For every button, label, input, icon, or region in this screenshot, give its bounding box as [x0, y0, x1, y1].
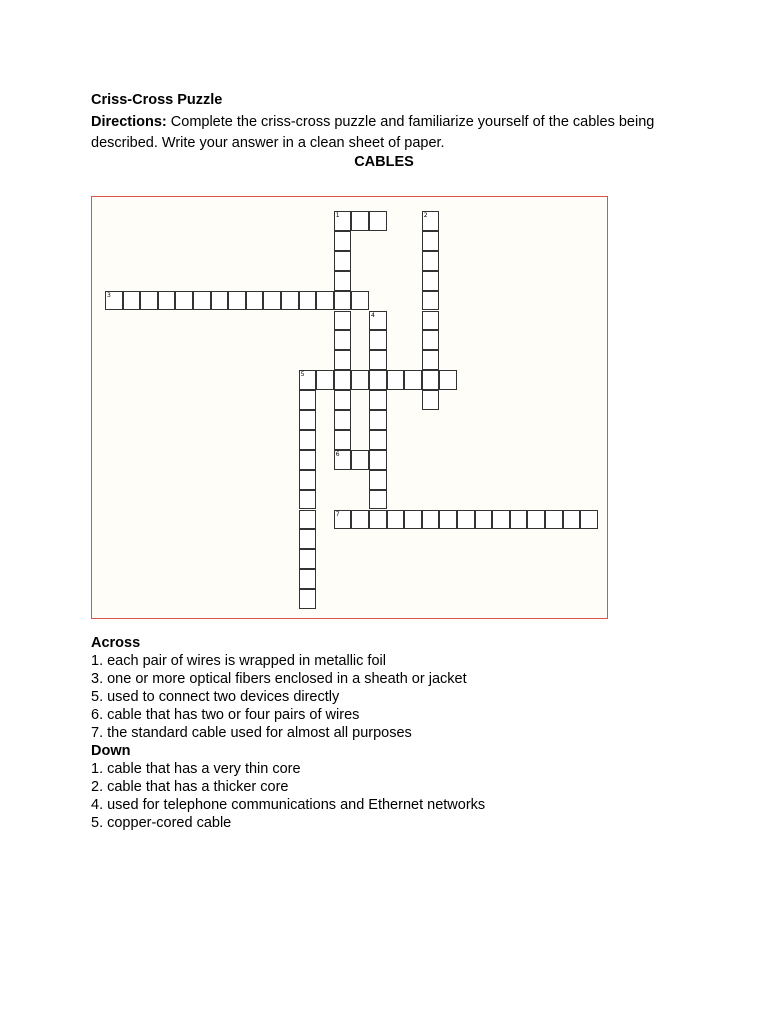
clues-section: [91, 634, 485, 832]
crossword-cell[interactable]: [422, 311, 440, 331]
crossword-cell[interactable]: [281, 291, 299, 311]
crossword-cell[interactable]: [175, 291, 193, 311]
crossword-cell[interactable]: [387, 370, 405, 390]
across-heading: Across: [91, 635, 141, 651]
crossword-cell[interactable]: [299, 291, 317, 311]
crossword-cell[interactable]: [492, 510, 510, 530]
crossword-cell[interactable]: [334, 231, 352, 251]
puzzle-subtitle: CABLES: [354, 154, 414, 170]
crossword-cell[interactable]: [404, 370, 422, 390]
crossword-cell[interactable]: [369, 470, 387, 490]
crossword-cell[interactable]: [334, 510, 352, 530]
clue-number: 6: [335, 450, 340, 458]
crossword-cell[interactable]: [211, 291, 229, 311]
across-clue: 3. one or more optical fibers enclosed in a sheath or jacket: [91, 671, 467, 687]
crossword-cell[interactable]: [105, 291, 123, 311]
crossword-cell[interactable]: [404, 510, 422, 530]
crossword-cell[interactable]: [351, 450, 369, 470]
crossword-cell[interactable]: [299, 370, 317, 390]
crossword-cell[interactable]: [422, 291, 440, 311]
crossword-cell[interactable]: [299, 410, 317, 430]
crossword-cell[interactable]: [563, 510, 581, 530]
crossword-cell[interactable]: [246, 291, 264, 311]
crossword-cell[interactable]: [369, 510, 387, 530]
crossword-cell[interactable]: [457, 510, 475, 530]
clue-number: 2: [423, 212, 428, 219]
crossword-cell[interactable]: [422, 251, 440, 271]
crossword-cell[interactable]: [422, 370, 440, 390]
crossword-cell[interactable]: [316, 370, 334, 390]
crossword-cell[interactable]: [351, 211, 369, 231]
crossword-cell[interactable]: [299, 549, 317, 569]
crossword-cell[interactable]: [334, 271, 352, 291]
crossword-cell[interactable]: [510, 510, 528, 530]
directions-label: Directions:: [91, 114, 167, 130]
across-clue: 5. used to connect two devices directly: [91, 689, 340, 705]
crossword-cell[interactable]: [527, 510, 545, 530]
crossword-cell[interactable]: [299, 510, 317, 530]
crossword-cell[interactable]: [439, 370, 457, 390]
directions-paragraph: [91, 112, 691, 154]
crossword-cell[interactable]: [228, 291, 246, 311]
crossword-cell[interactable]: [334, 430, 352, 450]
crossword-cell[interactable]: [299, 490, 317, 510]
crossword-cell[interactable]: [422, 390, 440, 410]
crossword-cell[interactable]: [369, 211, 387, 231]
clue-number: 1: [335, 212, 340, 219]
crossword-cell[interactable]: [369, 390, 387, 410]
crossword-cell[interactable]: [422, 350, 440, 370]
down-clue: 5. copper-cored cable: [91, 815, 232, 831]
crossword-cell[interactable]: [422, 330, 440, 350]
crossword-cell[interactable]: [369, 410, 387, 430]
crossword-cell[interactable]: [334, 350, 352, 370]
crossword-cell[interactable]: [334, 390, 352, 410]
crossword-cell[interactable]: [351, 510, 369, 530]
down-clue: 2. cable that has a thicker core: [91, 779, 289, 795]
crossword-cell[interactable]: [422, 211, 440, 231]
down-heading: Down: [91, 743, 131, 759]
crossword-cell[interactable]: [387, 510, 405, 530]
clue-number: 4: [371, 311, 375, 319]
crossword-cell[interactable]: [422, 510, 440, 530]
crossword-cell[interactable]: [263, 291, 281, 311]
crossword-cell[interactable]: [580, 510, 598, 530]
crossword-cell[interactable]: [334, 211, 352, 231]
down-clue: 1. cable that has a very thin core: [91, 761, 301, 777]
crossword-cell[interactable]: [334, 251, 352, 271]
clue-number: 7: [335, 510, 340, 518]
crossword-cell[interactable]: [299, 470, 317, 490]
crossword-cell[interactable]: [369, 311, 387, 331]
crossword-cell[interactable]: [140, 291, 158, 311]
crossword-cell[interactable]: [334, 330, 352, 350]
crossword-cell[interactable]: [299, 390, 317, 410]
crossword-cell[interactable]: [351, 291, 369, 311]
crossword-cell[interactable]: [334, 450, 352, 470]
crossword-cell[interactable]: [369, 490, 387, 510]
clue-number: 3: [107, 291, 111, 299]
crossword-cell[interactable]: [123, 291, 141, 311]
crossword-cell[interactable]: [299, 569, 317, 589]
crossword-cell[interactable]: [299, 450, 317, 470]
across-clue: 7. the standard cable used for almost all purposes: [91, 725, 412, 741]
crossword-cell[interactable]: [475, 510, 493, 530]
crossword-cell[interactable]: [299, 529, 317, 549]
crossword-cell[interactable]: [316, 291, 334, 311]
crossword-cell[interactable]: [369, 430, 387, 450]
crossword-cell[interactable]: [439, 510, 457, 530]
crossword-cell[interactable]: [193, 291, 211, 311]
crossword-cell[interactable]: [369, 350, 387, 370]
crossword-cell[interactable]: [369, 370, 387, 390]
page-title: Criss-Cross Puzzle: [91, 92, 223, 108]
crossword-cell[interactable]: [334, 370, 352, 390]
crossword-cell[interactable]: [422, 271, 440, 291]
crossword-cell[interactable]: [545, 510, 563, 530]
clue-number: 5: [300, 371, 305, 379]
crossword-cell[interactable]: [299, 589, 317, 609]
directions-text: Complete the criss-cross puzzle and familiarize yourself of the cables being described. Write your answer in a clean sheet of paper.: [91, 114, 655, 151]
crossword-cell[interactable]: [334, 291, 352, 311]
crossword-cell[interactable]: [299, 430, 317, 450]
across-clue: 1. each pair of wires is wrapped in metallic foil: [91, 653, 386, 669]
crossword-cell[interactable]: [369, 450, 387, 470]
crossword-cell[interactable]: [351, 370, 369, 390]
across-clue: 6. cable that has two or four pairs of wires: [91, 707, 360, 723]
crossword-cell[interactable]: [334, 311, 352, 331]
crossword-cell[interactable]: [334, 410, 352, 430]
crossword-cell[interactable]: [369, 330, 387, 350]
crossword-cell[interactable]: [422, 231, 440, 251]
crossword-cell[interactable]: [158, 291, 176, 311]
down-clue: 4. used for telephone communications and Ethernet networks: [91, 797, 486, 813]
crossword-frame: [91, 196, 608, 619]
